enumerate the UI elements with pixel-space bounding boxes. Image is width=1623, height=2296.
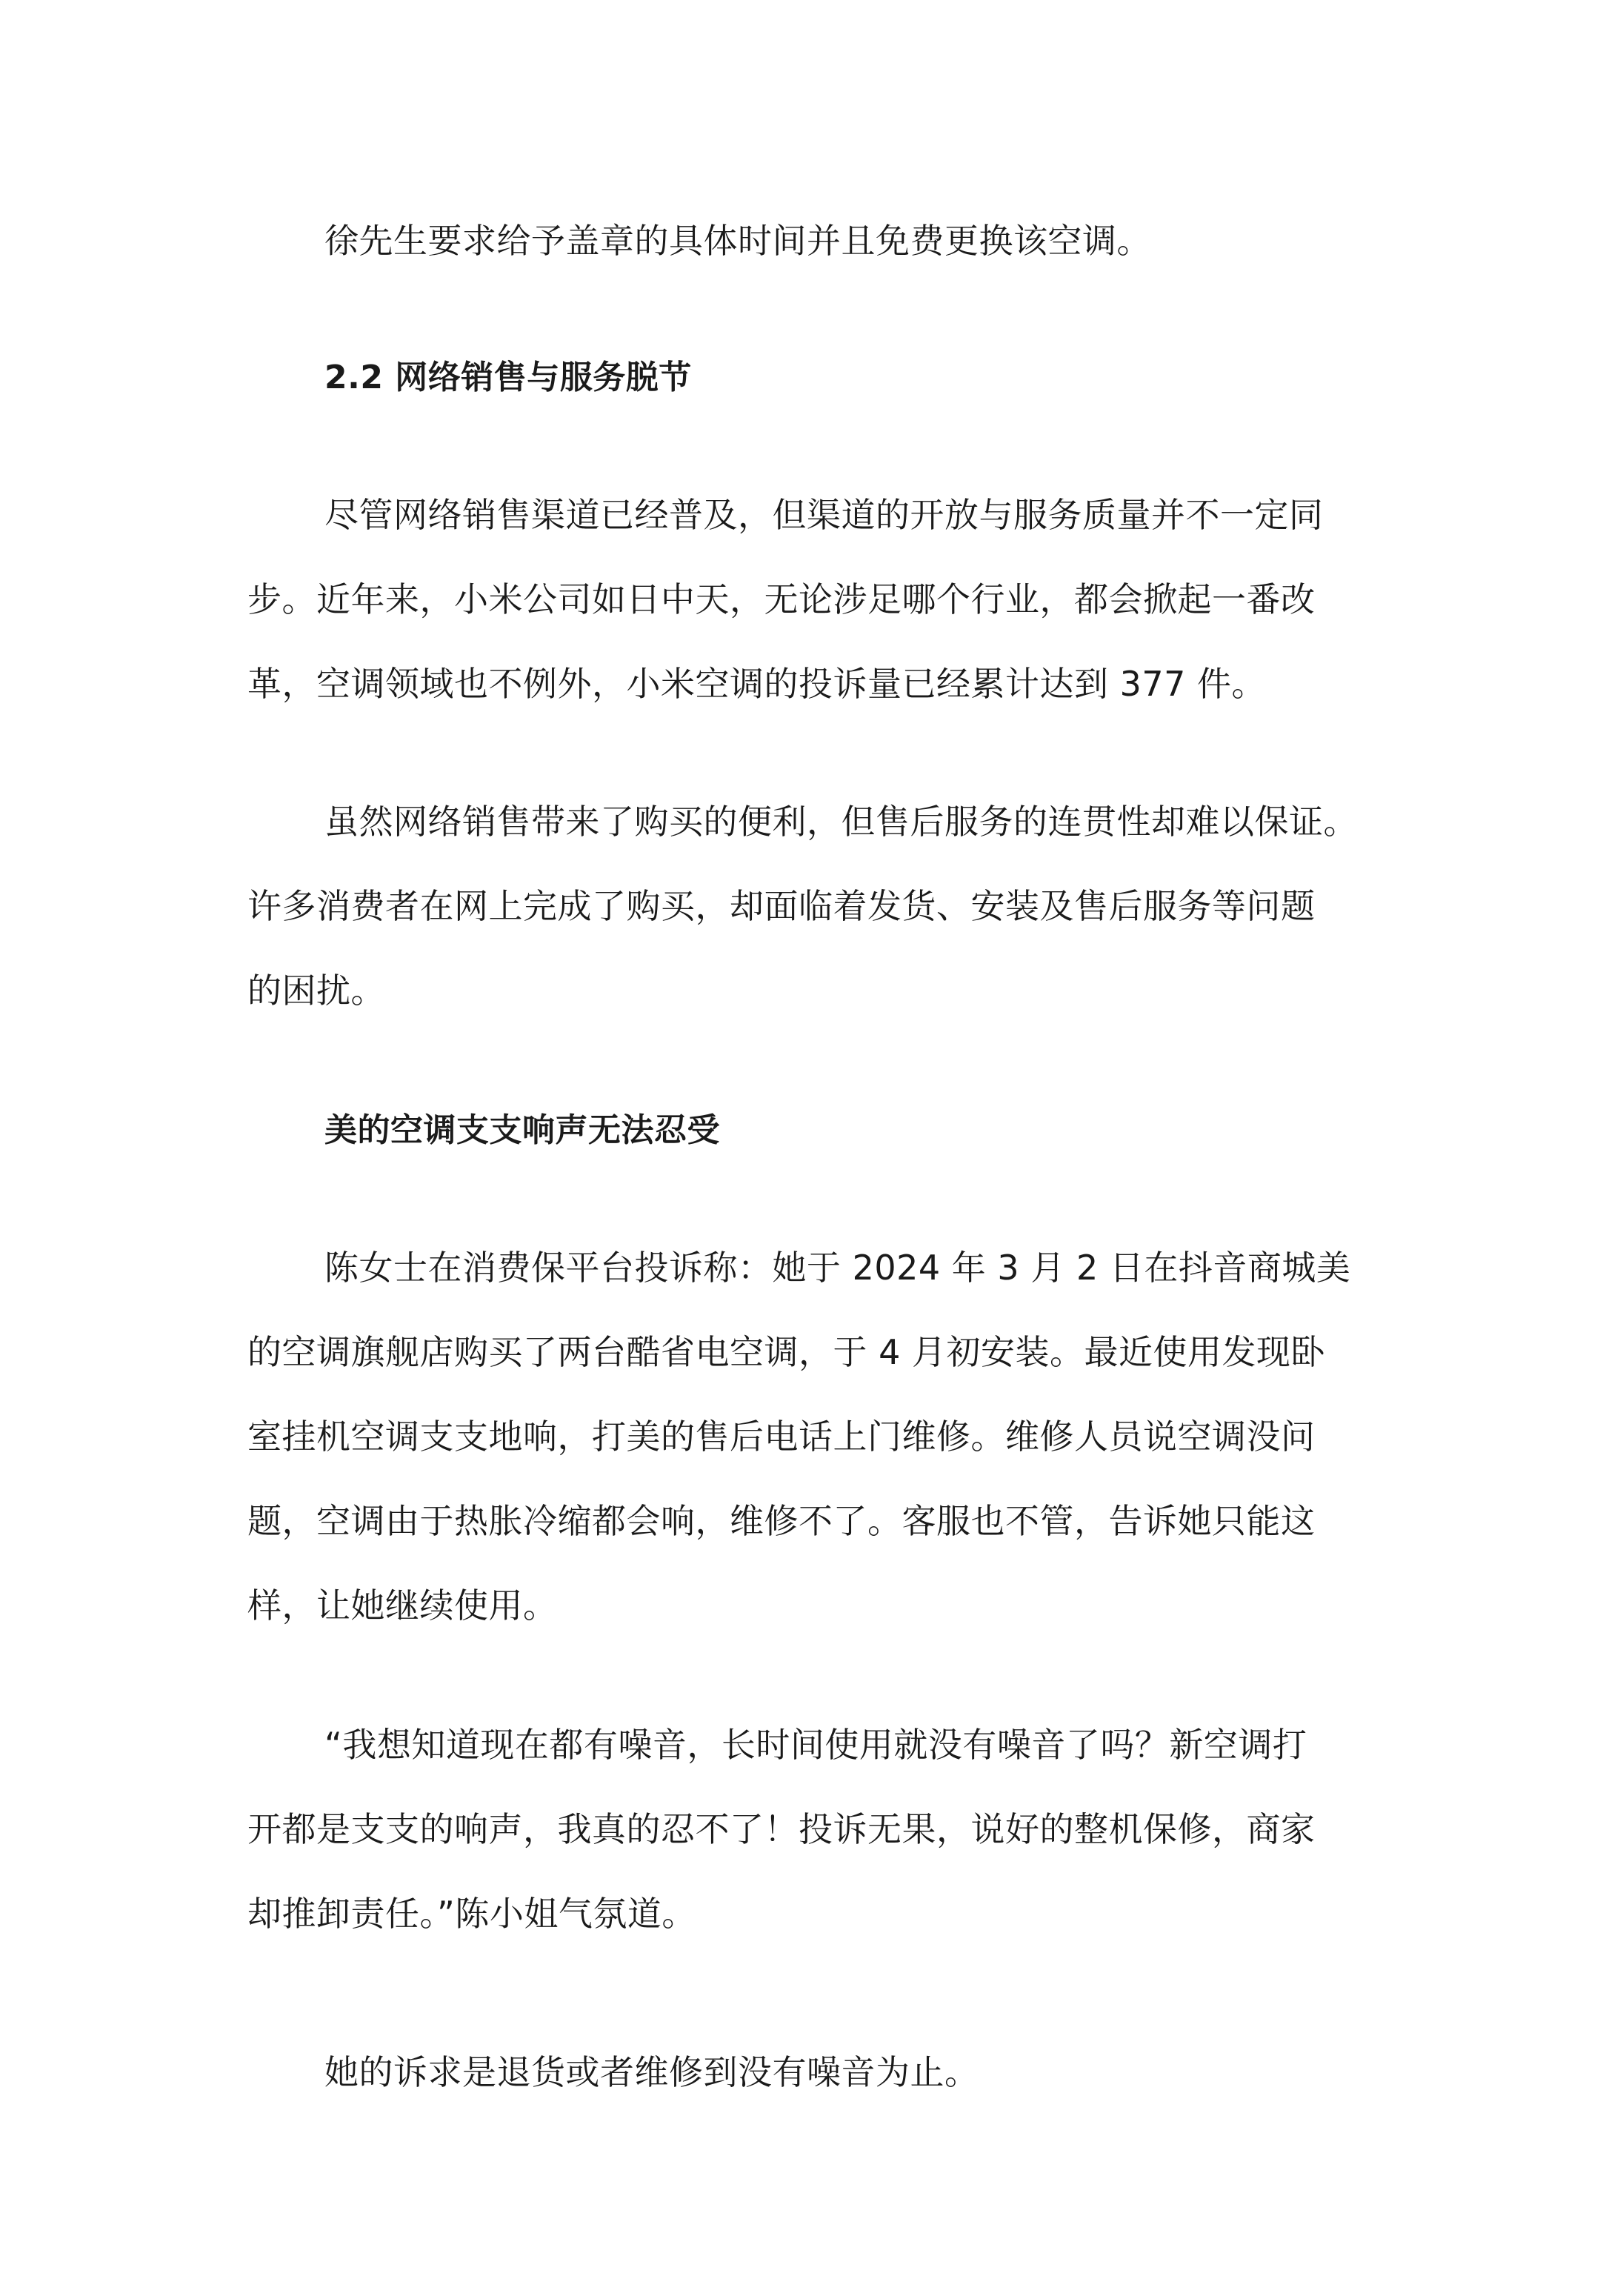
paragraph-request-stamp: 徐先生要求给予盖章的具体时间并且免费更换该空调。: [324, 221, 1151, 261]
text-line: 题，空调由于热胀冷缩都会响，维修不了。客服也不管，告诉她只能这: [247, 1501, 1316, 1541]
text-line: 步。近年来，小米公司如日中天，无论涉足哪个行业，都会掀起一番改: [247, 579, 1316, 619]
text-line: “我想知道现在都有噪音，长时间使用就没有噪音了吗？新空调打: [324, 1725, 1307, 1765]
text-line: 样，让她继续使用。: [247, 1585, 558, 1625]
paragraph-after-sales-continuity: [247, 779, 1403, 1033]
text-line: 开都是支支的响声，我真的忍不了！投诉无果，说好的整机保修，商家: [247, 1809, 1316, 1849]
text-line: 尽管网络销售渠道已经普及，但渠道的开放与服务质量并不一定同: [324, 495, 1324, 535]
text-line: 的空调旗舰店购买了两台酷省电空调，于 4 月初安装。最近使用发现卧: [247, 1332, 1326, 1372]
paragraph-xiaomi-complaints: [247, 473, 1403, 726]
text-line: 许多消费者在网上完成了购买，却面临着发货、安装及售后服务等问题: [247, 886, 1316, 926]
section-heading-online-sales: 2.2 网络销售与服务脱节: [324, 359, 692, 396]
text-line: 虽然网络销售带来了购买的便利，但售后服务的连贯性却难以保证。: [324, 802, 1358, 842]
text-line: 陈女士在消费保平台投诉称：她于 2024 年 3 月 2 日在抖音商城美: [324, 1248, 1351, 1288]
section-heading-midea-noise: 美的空调支支响声无法忍受: [324, 1111, 720, 1149]
paragraph-ms-chen-demand: 她的诉求是退货或者维修到没有噪音为止。: [324, 2052, 979, 2092]
paragraph-ms-chen-quote: [247, 1703, 1403, 1956]
paragraph-ms-chen-complaint: [247, 1225, 1403, 1648]
text-line: 室挂机空调支支地响，打美的售后电话上门维修。维修人员说空调没问: [247, 1417, 1316, 1457]
text-line: 却推卸责任。”陈小姐气氛道。: [247, 1894, 696, 1934]
text-line: 革，空调领域也不例外，小米空调的投诉量已经累计达到 377 件。: [247, 664, 1267, 704]
text-line: 的困扰。: [247, 971, 385, 1011]
